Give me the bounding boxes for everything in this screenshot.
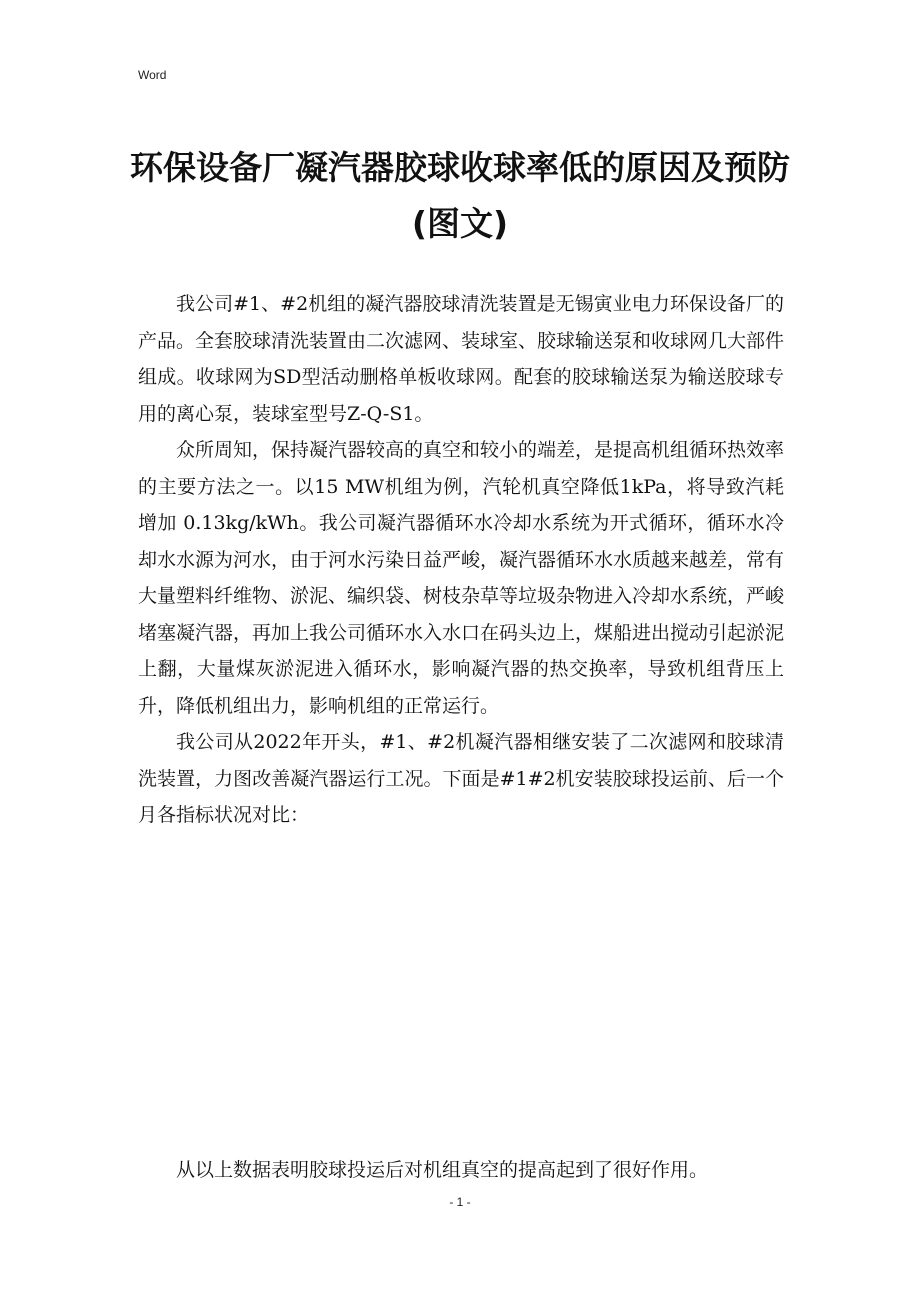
page-number: - 1 - [449,1195,471,1209]
header-label: Word [138,68,167,82]
paragraph-1: 我公司#1、#2机组的凝汽器胶球清洗装置是无锡寅业电力环保设备厂的产品。全套胶球清洗装置由二次滤网、装球室、胶球输送泵和收球网几大部件组成。收球网为SD型活动删格单板收球网。配套的胶球输送泵为输送胶球专用的离心泵，装球室型号Z-Q-S1。 [138,293,785,425]
paragraph-3: 我公司从2022年开头，#1、#2机凝汽器相继安装了二次滤网和胶球清洗装置，力图改善凝汽器运行工况。下面是#1#2机安装胶球投运前、后一个月各指标状况对比： [138,731,784,826]
paragraph-2: 众所周知，保持凝汽器较高的真空和较小的端差，是提高机组循环热效率的主要方法之一。以15 MW机组为例，汽轮机真空降低1kPa，将导致汽耗增加 0.13kg/kWh。我公司凝汽器循环水冷却水系统为开式循环，循环水冷却水水源为河水，由于河水污染日益严峻，凝汽器循环水水质越来越差，常有大量塑料纤维物、淤泥、编织袋、树枝杂草等垃圾杂物进入冷却水系统，严峻堵塞凝汽器，再加上我公司循环水入水口在码头边上，煤船进出搅动引起淤泥上翻，大量煤灰淤泥进入循环水，影响凝汽器的热交换率，导致机组背压上升，降低机组出力，影响机组的正常运行。 [138,439,785,717]
closing-paragraph: 从以上数据表明胶球投运后对机组真空的提高起到了很好作用。 [176,1159,709,1181]
document-title: 环保设备厂凝汽器胶球收球率低的原因及预防(图文) [130,148,790,243]
document-body [138,286,784,834]
